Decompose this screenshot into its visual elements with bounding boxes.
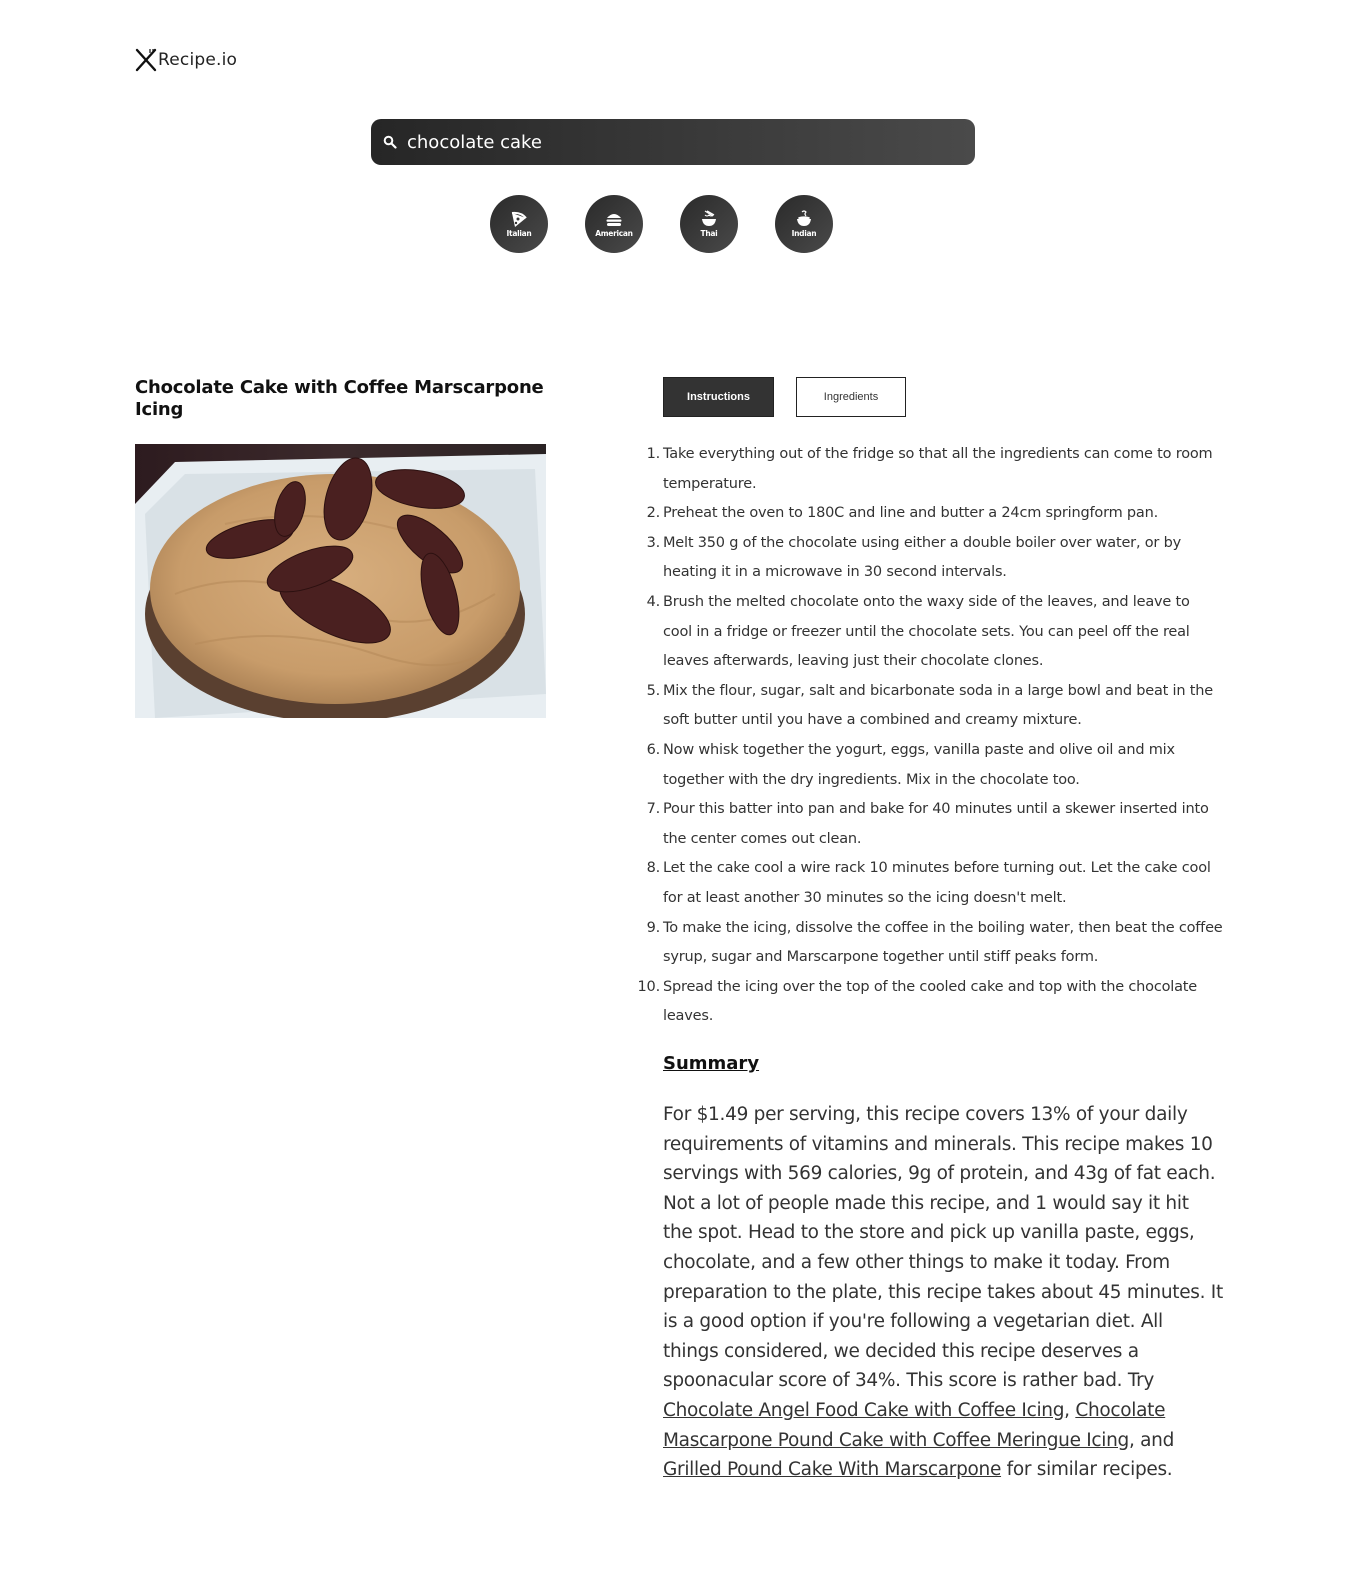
- summary-separator: ,: [1064, 1399, 1076, 1421]
- brand-name: Recipe.io: [158, 50, 238, 70]
- step-text: Preheat the oven to 180C and line and butter a 24cm springform pan.: [663, 505, 1159, 522]
- cuisine-button-american[interactable]: [585, 195, 643, 253]
- instruction-step: 9. To make the icing, dissolve the coffee in the boiling water, then beat the coffee syrup, sugar and Marscarpone together until stiff peaks form.: [646, 919, 1223, 966]
- cuisine-button-thai[interactable]: [680, 195, 738, 253]
- instruction-step: 4. Brush the melted chocolate onto the waxy side of the leaves, and leave to cool in a fridge or freezer until the chocolate sets. You can peel off the real leaves afterwards, leaving just their chocolate clones.: [646, 593, 1190, 670]
- instruction-step: 2. Preheat the oven to 180C and line and butter a 24cm springform pan.: [646, 505, 1159, 522]
- curry-bowl-icon: [794, 210, 814, 228]
- summary-text: [663, 1100, 1223, 1485]
- similar-recipe-link[interactable]: Chocolate Angel Food Cake with Coffee Icing: [663, 1399, 1065, 1421]
- step-text: Now whisk together the yogurt, eggs, vanilla paste and olive oil and mix together with the dry ingredients. Mix in the chocolate too.: [663, 741, 1175, 788]
- fork-knife-icon: [135, 48, 157, 72]
- step-text: Spread the icing over the top of the cooled cake and top with the chocolate leaves.: [663, 978, 1197, 1025]
- instructions-list: [637, 440, 1223, 1032]
- search-icon: [383, 135, 397, 149]
- cuisine-label: American: [595, 229, 633, 238]
- summary-separator: , and: [1128, 1429, 1175, 1451]
- instruction-step: 6. Now whisk together the yogurt, eggs, vanilla paste and olive oil and mix together with the dry ingredients. Mix in the chocolate too.: [646, 741, 1175, 788]
- instruction-step: 1. Take everything out of the fridge so that all the ingredients can come to room temperature.: [646, 446, 1213, 492]
- step-text: Melt 350 g of the chocolate using either a double boiler over water, or by heating it in a microwave in 30 second intervals.: [663, 534, 1181, 581]
- brand-logo[interactable]: [135, 48, 237, 72]
- search-bar[interactable]: [371, 119, 975, 165]
- similar-recipe-link[interactable]: Grilled Pound Cake With Marscarpone: [663, 1459, 1002, 1481]
- search-input[interactable]: [407, 132, 947, 153]
- tab-instructions[interactable]: Instructions: [663, 377, 774, 417]
- step-text: Take everything out of the fridge so that all the ingredients can come to room temperature.: [663, 446, 1213, 492]
- step-text: Mix the flour, sugar, salt and bicarbonate soda in a large bowl and beat in the soft butter until you have a combined and creamy mixture.: [663, 682, 1213, 729]
- cuisine-filters: [490, 195, 833, 253]
- cuisine-button-italian[interactable]: [490, 195, 548, 253]
- pizza-icon: [509, 210, 529, 228]
- similar-recipe-link[interactable]: Chocolate Mascarpone Pound Cake with Coffee Meringue Icing: [663, 1399, 1166, 1451]
- step-text: Pour this batter into pan and bake for 40 minutes until a skewer inserted into the center comes out clean.: [663, 801, 1209, 847]
- tab-ingredients[interactable]: Ingredients: [796, 377, 906, 417]
- instruction-step: 3. Melt 350 g of the chocolate using either a double boiler over water, or by heating it in a microwave in 30 second intervals.: [646, 534, 1181, 581]
- step-text: To make the icing, dissolve the coffee in the boiling water, then beat the coffee syrup, sugar and Marscarpone together until stiff peaks form.: [663, 919, 1223, 966]
- cuisine-label: Indian: [791, 229, 817, 238]
- summary-heading: Summary: [663, 1053, 760, 1074]
- instruction-step: 7. Pour this batter into pan and bake for 40 minutes until a skewer inserted into the center comes out clean.: [646, 801, 1209, 847]
- recipe-image: [135, 444, 546, 718]
- step-text: Let the cake cool a wire rack 10 minutes before turning out. Let the cake cool for at least another 30 minutes so the icing doesn't melt.: [663, 860, 1211, 906]
- cuisine-label: Thai: [700, 229, 718, 238]
- recipe-title: Chocolate Cake with Coffee Marscarpone Icing: [135, 377, 544, 420]
- instruction-step: 8. Let the cake cool a wire rack 10 minutes before turning out. Let the cake cool for at least another 30 minutes so the icing doesn't melt.: [646, 860, 1211, 906]
- noodle-bowl-icon: [699, 210, 719, 228]
- summary-body: For $1.49 per serving, this recipe covers 13% of your daily requirements of vitamins and minerals. This recipe makes 10 servings with 569 calories, 9g of protein, and 43g of fat each. Not a lot of people made this recipe, and 1 would say it hit the spot. Head to the store and pick up vanilla paste, eggs, chocolate, and a few other things to make it today. From preparation to the plate, this recipe takes about 45 minutes. It is a good option if you're following a vegetarian diet. All things considered, we decided this recipe deserves a spoonacular score of 34%. This score is rather bad. Try: [663, 1104, 1223, 1392]
- cuisine-button-indian[interactable]: [775, 195, 833, 253]
- burger-icon: [604, 210, 624, 228]
- instruction-step: 5. Mix the flour, sugar, salt and bicarbonate soda in a large bowl and beat in the soft butter until you have a combined and creamy mixture.: [646, 682, 1213, 729]
- instruction-step: 10. Spread the icing over the top of the cooled cake and top with the chocolate leaves.: [637, 978, 1197, 1025]
- cuisine-label: Italian: [506, 229, 532, 238]
- summary-tail: for similar recipes.: [1001, 1459, 1173, 1481]
- step-text: Brush the melted chocolate onto the waxy side of the leaves, and leave to cool in a fridge or freezer until the chocolate sets. You can peel off the real leaves afterwards, leaving just their chocolate clones.: [663, 593, 1190, 670]
